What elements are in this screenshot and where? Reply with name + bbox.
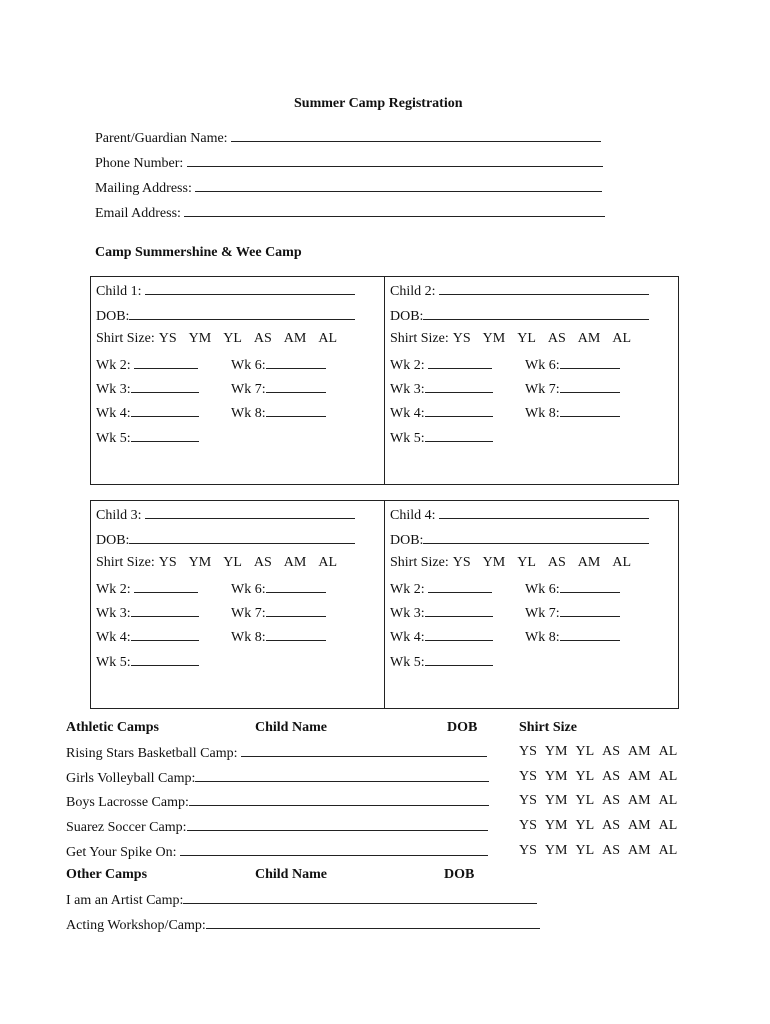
size-option[interactable]: AL <box>658 769 678 784</box>
athletic-child-name-header: Child Name <box>255 720 327 735</box>
size-option[interactable]: YM <box>482 555 506 570</box>
week-label: Wk 5: <box>390 655 425 670</box>
week-line[interactable] <box>425 380 493 393</box>
week-label: Wk 4: <box>390 406 425 421</box>
week-label: Wk 2: <box>390 358 425 373</box>
size-option[interactable]: AS <box>547 331 566 346</box>
size-option[interactable]: AS <box>547 555 566 570</box>
week-label: Wk 6: <box>525 582 560 597</box>
week-line[interactable] <box>131 628 199 641</box>
week-field[interactable] <box>525 356 620 374</box>
week-label: Wk 7: <box>525 606 560 621</box>
email-address-label: Email Address: <box>95 206 181 221</box>
dob-label: DOB: <box>96 309 130 324</box>
size-option[interactable]: YS <box>519 793 537 808</box>
child-name-line[interactable] <box>439 506 649 519</box>
dob-field[interactable] <box>96 531 355 549</box>
other-dob-header: DOB <box>444 867 475 882</box>
child-name-field[interactable] <box>390 282 649 300</box>
week-line[interactable] <box>131 653 199 666</box>
week-label: Wk 4: <box>96 406 131 421</box>
size-option[interactable]: YL <box>575 818 595 833</box>
size-option[interactable]: YM <box>544 744 568 759</box>
size-option[interactable]: AS <box>602 769 621 784</box>
week-field[interactable] <box>231 580 326 598</box>
dob-line[interactable] <box>423 531 649 544</box>
week-line[interactable] <box>425 604 493 617</box>
week-field[interactable] <box>525 580 620 598</box>
athletic-camp-row[interactable] <box>66 793 489 811</box>
week-label: Wk 2: <box>96 358 131 373</box>
week-field[interactable] <box>96 628 199 646</box>
size-option[interactable]: AM <box>628 818 651 833</box>
athletic-size-options <box>519 843 685 859</box>
week-line[interactable] <box>266 380 326 393</box>
size-option[interactable]: YL <box>575 769 595 784</box>
size-option[interactable]: AM <box>628 843 651 858</box>
athletic-shirt-size-header: Shirt Size <box>519 720 577 735</box>
child-name-label: Child 2: <box>390 284 436 299</box>
camp-label: Acting Workshop/Camp: <box>66 918 206 933</box>
size-option[interactable]: AL <box>318 555 338 570</box>
week-label: Wk 7: <box>231 382 266 397</box>
size-option[interactable]: YS <box>158 331 177 346</box>
mailing-address-line[interactable] <box>195 179 602 192</box>
dob-field[interactable] <box>390 531 649 549</box>
size-option[interactable]: AS <box>253 331 272 346</box>
dob-line[interactable] <box>423 307 649 320</box>
size-option[interactable]: AS <box>602 843 621 858</box>
week-label: Wk 3: <box>96 382 131 397</box>
email-address-line[interactable] <box>184 204 605 217</box>
week-line[interactable] <box>560 404 620 417</box>
size-option[interactable]: AM <box>577 555 601 570</box>
week-label: Wk 6: <box>525 358 560 373</box>
child-name-line[interactable] <box>145 506 355 519</box>
size-option[interactable]: AL <box>318 331 338 346</box>
size-option[interactable]: AM <box>577 331 601 346</box>
week-line[interactable] <box>560 580 620 593</box>
camp-label: Suarez Soccer Camp: <box>66 820 187 835</box>
size-option[interactable]: AL <box>612 555 632 570</box>
week-label: Wk 4: <box>390 630 425 645</box>
week-line[interactable] <box>266 404 326 417</box>
dob-label: DOB: <box>390 533 424 548</box>
camp-label: Boys Lacrosse Camp: <box>66 795 189 810</box>
size-option[interactable]: YM <box>544 818 568 833</box>
size-option[interactable]: AM <box>628 793 651 808</box>
other-camp-row[interactable] <box>66 891 537 909</box>
week-field[interactable] <box>390 653 493 671</box>
week-field[interactable] <box>231 380 326 398</box>
parent-name-field[interactable] <box>95 129 601 147</box>
camp-entry-line[interactable] <box>187 818 488 831</box>
child-name-field[interactable] <box>96 282 355 300</box>
shirt-size-label: Shirt Size: <box>390 555 449 570</box>
child-name-line[interactable] <box>439 282 649 295</box>
size-option[interactable]: YS <box>519 818 537 833</box>
week-line[interactable] <box>266 356 326 369</box>
size-option[interactable]: YS <box>519 769 537 784</box>
size-option[interactable]: AL <box>658 818 678 833</box>
size-option[interactable]: YS <box>158 555 177 570</box>
week-field[interactable] <box>390 580 492 598</box>
dob-line[interactable] <box>129 531 355 544</box>
athletic-size-options <box>519 744 685 760</box>
dob-label: DOB: <box>390 309 424 324</box>
shirt-size-row <box>96 555 337 571</box>
week-field[interactable] <box>390 356 492 374</box>
size-option[interactable]: AS <box>602 793 621 808</box>
week-field[interactable] <box>231 604 326 622</box>
size-option[interactable]: YM <box>544 769 568 784</box>
child-name-label: Child 1: <box>96 284 142 299</box>
week-line[interactable] <box>131 429 199 442</box>
size-option[interactable]: YL <box>223 555 242 570</box>
size-option[interactable]: AM <box>628 744 651 759</box>
size-option[interactable]: YS <box>519 843 537 858</box>
athletic-camp-row[interactable] <box>66 818 488 836</box>
athletic-size-options <box>519 818 685 834</box>
week-line[interactable] <box>425 429 493 442</box>
child-name-field[interactable] <box>96 506 355 524</box>
size-option[interactable]: YL <box>223 331 242 346</box>
shirt-size-label: Shirt Size: <box>390 331 449 346</box>
size-option[interactable]: YM <box>482 331 506 346</box>
camp-entry-line[interactable] <box>241 744 487 757</box>
week-field[interactable] <box>96 653 199 671</box>
camp-entry-line[interactable] <box>206 916 540 929</box>
week-label: Wk 7: <box>525 382 560 397</box>
size-option[interactable]: AL <box>658 744 678 759</box>
week-field[interactable] <box>390 604 493 622</box>
size-option[interactable]: YL <box>575 744 595 759</box>
week-line[interactable] <box>131 380 199 393</box>
size-option[interactable]: AS <box>253 555 272 570</box>
mailing-address-field[interactable] <box>95 179 602 197</box>
week-field[interactable] <box>96 404 199 422</box>
week-field[interactable] <box>96 429 199 447</box>
week-field[interactable] <box>96 380 199 398</box>
box-divider <box>384 500 385 709</box>
size-option[interactable]: YL <box>517 331 536 346</box>
week-field[interactable] <box>96 356 198 374</box>
week-line[interactable] <box>131 404 199 417</box>
size-option[interactable]: YS <box>519 744 537 759</box>
shirt-size-row <box>390 331 631 347</box>
week-label: Wk 6: <box>231 358 266 373</box>
week-line[interactable] <box>425 628 493 641</box>
week-field[interactable] <box>390 380 493 398</box>
size-option[interactable]: AM <box>628 769 651 784</box>
week-field[interactable] <box>96 604 199 622</box>
dob-label: DOB: <box>96 533 130 548</box>
athletic-dob-header: DOB <box>447 720 478 735</box>
week-field[interactable] <box>96 580 198 598</box>
camp-label: I am an Artist Camp: <box>66 893 184 908</box>
week-label: Wk 2: <box>96 582 131 597</box>
child-name-line[interactable] <box>145 282 355 295</box>
phone-number-line[interactable] <box>187 154 603 167</box>
child-name-label: Child 3: <box>96 508 142 523</box>
week-field[interactable] <box>231 404 326 422</box>
week-line[interactable] <box>560 356 620 369</box>
week-line[interactable] <box>134 356 198 369</box>
camp-label: Rising Stars Basketball Camp: <box>66 746 238 761</box>
dob-line[interactable] <box>129 307 355 320</box>
size-option[interactable]: AL <box>612 331 632 346</box>
other-child-name-header: Child Name <box>255 867 327 882</box>
week-field[interactable] <box>390 429 493 447</box>
size-option[interactable]: YS <box>452 331 471 346</box>
shirt-size-label: Shirt Size: <box>96 331 155 346</box>
week-line[interactable] <box>428 356 492 369</box>
camp-entry-line[interactable] <box>189 793 489 806</box>
mailing-address-label: Mailing Address: <box>95 181 192 196</box>
week-line[interactable] <box>560 604 620 617</box>
box-divider <box>384 276 385 485</box>
child-name-field[interactable] <box>390 506 649 524</box>
week-label: Wk 8: <box>231 406 266 421</box>
page-title: Summer Camp Registration <box>294 96 463 111</box>
week-label: Wk 6: <box>231 582 266 597</box>
week-label: Wk 5: <box>96 431 131 446</box>
week-line[interactable] <box>266 580 326 593</box>
athletic-size-options <box>519 769 685 785</box>
week-line[interactable] <box>560 628 620 641</box>
size-option[interactable]: YL <box>575 843 595 858</box>
week-line[interactable] <box>428 580 492 593</box>
child-name-label: Child 4: <box>390 508 436 523</box>
week-field[interactable] <box>390 404 493 422</box>
week-label: Wk 3: <box>96 606 131 621</box>
week-field[interactable] <box>525 380 620 398</box>
athletic-camp-row[interactable] <box>66 843 488 861</box>
size-option[interactable]: YM <box>188 555 212 570</box>
week-field[interactable] <box>231 628 326 646</box>
parent-name-line[interactable] <box>231 129 601 142</box>
week-field[interactable] <box>231 356 326 374</box>
week-label: Wk 5: <box>96 655 131 670</box>
week-field[interactable] <box>390 628 493 646</box>
size-option[interactable]: AL <box>658 843 678 858</box>
week-label: Wk 7: <box>231 606 266 621</box>
week-line[interactable] <box>134 580 198 593</box>
week-line[interactable] <box>266 604 326 617</box>
week-label: Wk 3: <box>390 606 425 621</box>
dob-field[interactable] <box>96 307 355 325</box>
phone-number-field[interactable] <box>95 154 603 172</box>
size-option[interactable]: AM <box>283 555 307 570</box>
week-label: Wk 8: <box>525 406 560 421</box>
athletic-camp-row[interactable] <box>66 744 487 762</box>
shirt-size-label: Shirt Size: <box>96 555 155 570</box>
week-field[interactable] <box>525 604 620 622</box>
dob-field[interactable] <box>390 307 649 325</box>
size-option[interactable]: YL <box>575 793 595 808</box>
size-option[interactable]: AS <box>602 818 621 833</box>
phone-number-label: Phone Number: <box>95 156 184 171</box>
size-option[interactable]: AL <box>658 793 678 808</box>
week-label: Wk 4: <box>96 630 131 645</box>
other-camps-header: Other Camps <box>66 867 148 882</box>
size-option[interactable]: YL <box>517 555 536 570</box>
week-line[interactable] <box>425 404 493 417</box>
parent-name-label: Parent/Guardian Name: <box>95 131 228 146</box>
week-line[interactable] <box>266 628 326 641</box>
camp-entry-line[interactable] <box>195 769 489 782</box>
camp-label: Get Your Spike On: <box>66 845 177 860</box>
athletic-camps-header: Athletic Camps <box>66 720 159 735</box>
size-option[interactable]: AM <box>283 331 307 346</box>
camp-label: Girls Volleyball Camp: <box>66 771 196 786</box>
other-camp-row[interactable] <box>66 916 540 934</box>
camp-section-title: Camp Summershine & Wee Camp <box>95 245 302 260</box>
email-address-field[interactable] <box>95 204 605 222</box>
week-line[interactable] <box>131 604 199 617</box>
camp-entry-line[interactable] <box>183 891 537 904</box>
week-label: Wk 5: <box>390 431 425 446</box>
week-label: Wk 8: <box>231 630 266 645</box>
week-label: Wk 3: <box>390 382 425 397</box>
week-field[interactable] <box>525 628 620 646</box>
week-label: Wk 2: <box>390 582 425 597</box>
week-field[interactable] <box>525 404 620 422</box>
week-line[interactable] <box>560 380 620 393</box>
size-option[interactable]: YM <box>544 793 568 808</box>
size-option[interactable]: YM <box>544 843 568 858</box>
size-option[interactable]: YS <box>452 555 471 570</box>
camp-entry-line[interactable] <box>180 843 488 856</box>
size-option[interactable]: AS <box>602 744 621 759</box>
week-label: Wk 8: <box>525 630 560 645</box>
shirt-size-row <box>390 555 631 571</box>
athletic-camp-row[interactable] <box>66 769 489 787</box>
athletic-size-options <box>519 793 685 809</box>
shirt-size-row <box>96 331 337 347</box>
size-option[interactable]: YM <box>188 331 212 346</box>
week-line[interactable] <box>425 653 493 666</box>
